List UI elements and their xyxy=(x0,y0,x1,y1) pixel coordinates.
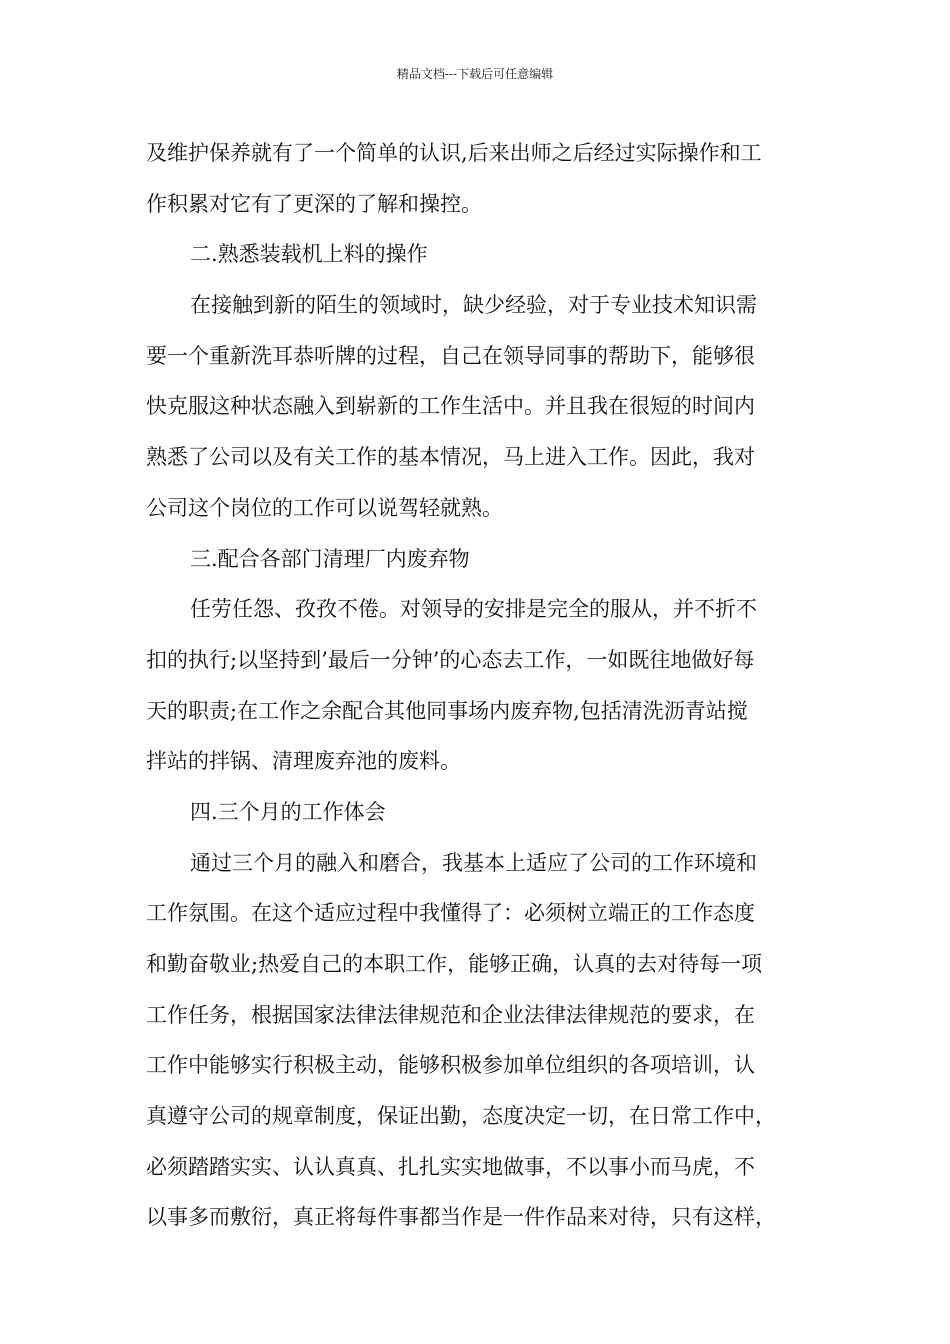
text-line: 工作中能够实行积极主动，能够积极参加单位组织的各项培训，认 xyxy=(146,1053,755,1078)
text-line: 熟悉了公司以及有关工作的基本情况，马上进入工作。因此，我对 xyxy=(146,445,755,470)
text-line: 快克服这种状态融入到崭新的工作生活中。并且我在很短的时间内 xyxy=(146,394,755,419)
text-line: 工作氛围。在这个适应过程中我懂得了：必须树立端正的工作态度 xyxy=(146,901,755,926)
text-line: 公司这个岗位的工作可以说驾轻就熟。 xyxy=(146,495,503,520)
text-line: 拌站的拌锅、清理废弃池的废料。 xyxy=(146,749,461,774)
text-line: 四.三个月的工作体会 xyxy=(190,799,386,824)
page-header: 精品文档---下载后可任意编辑 xyxy=(396,67,554,81)
text-line: 和勤奋敬业;热爱自己的本职工作，能够正确，认真的去对待每一项 xyxy=(146,952,763,976)
text-line: 任劳任怨、孜孜不倦。对领导的安排是完全的服从，并不折不 xyxy=(190,597,757,622)
text-line: 天的职责;在工作之余配合其他同事场内废弃物,包括清洗沥青站搅 xyxy=(146,698,748,723)
text-line: 及维护保养就有了一个简单的认识,后来出师之后经过实际操作和工 xyxy=(146,141,762,165)
text-line: 工作任务，根据国家法律法律规范和企业法律法律规范的要求，在 xyxy=(146,1002,755,1027)
text-line: 二.熟悉装载机上料的操作 xyxy=(190,242,428,267)
document-body xyxy=(146,128,818,1243)
text-line: 在接触到新的陌生的领域时，缺少经验，对于专业技术知识需 xyxy=(190,293,757,318)
text-line: 扣的执行;以坚持到’最后一分钟’的心态去工作，一如既往地做好每 xyxy=(146,647,755,672)
text-line: 作积累对它有了更深的了解和操控。 xyxy=(146,191,482,216)
text-line: 真遵守公司的规章制度，保证出勤，态度决定一切，在日常工作中， xyxy=(146,1104,776,1129)
text-line: 必须踏踏实实、认认真真、扎扎实实地做事，不以事小而马虎，不 xyxy=(146,1154,755,1179)
text-line: 以事多而敷衍，真正将每件事都当作是一件作品来对待，只有这样， xyxy=(146,1205,776,1230)
text-line: 三.配合各部门清理厂内废弃物 xyxy=(190,546,470,571)
text-line: 通过三个月的融入和磨合，我基本上适应了公司的工作环境和 xyxy=(190,850,757,875)
text-line: 要一个重新洗耳恭听牌的过程，自己在领导同事的帮助下，能够很 xyxy=(146,343,755,368)
